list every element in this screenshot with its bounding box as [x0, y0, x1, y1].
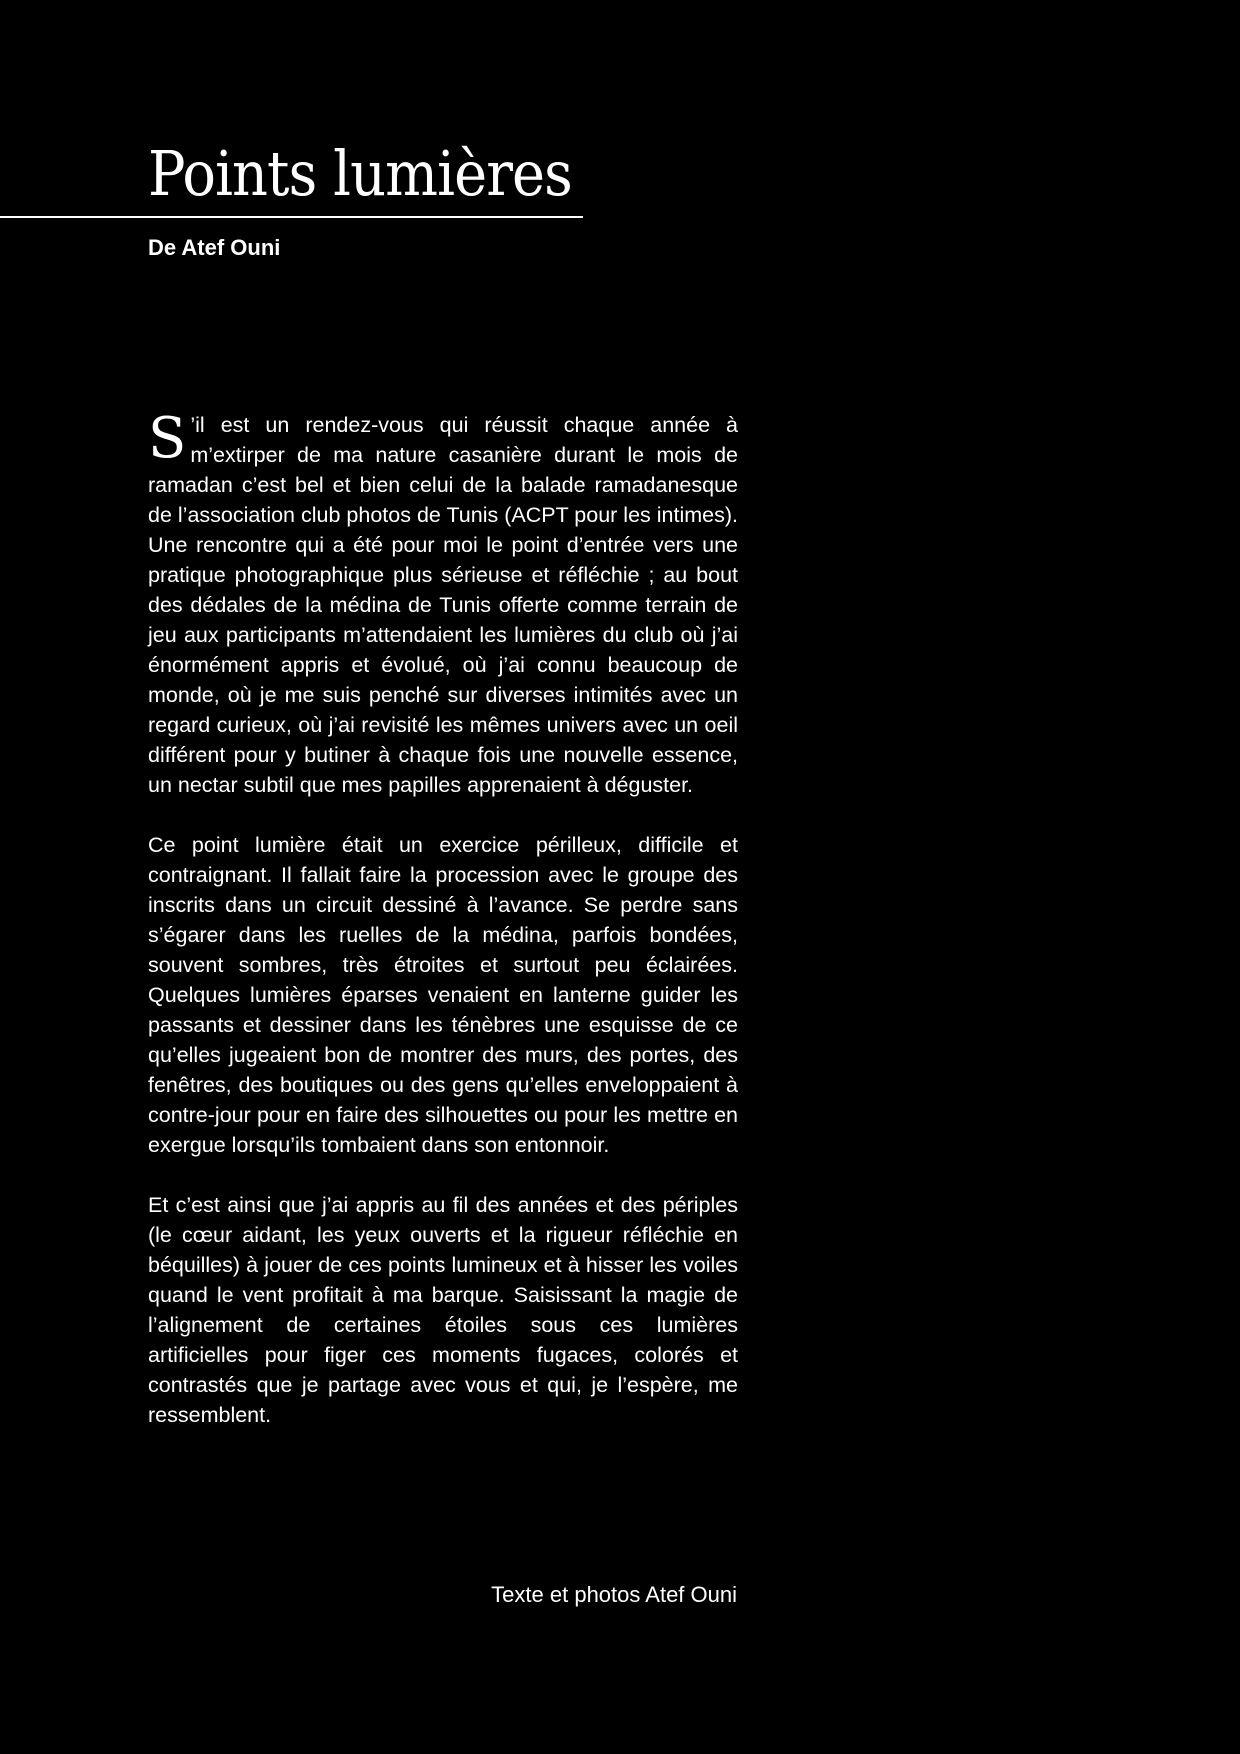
page-title: Points lumières — [148, 137, 572, 210]
article-paragraph — [148, 406, 738, 800]
article-paragraph: Et c’est ainsi que j’ai appris au fil des années et des périples (le cœur aidant, les yeux ouverts et la rigueur réfléchie en béquilles) à jouer de ces points lumineux et à hisser les voiles quand le vent profitait à ma barque. Saisissant la magie de l’alignement de certaines étoiles sous ces lumières artificielles pour figer ces moments fugaces, colorés et contrastés que je partage avec vous et qui, je l’espère, me ressemblent. — [148, 1193, 738, 1427]
article-paragraph: Ce point lumière était un exercice périlleux, difficile et contraignant. Il fallait faire la procession avec le groupe des inscrits dans un circuit dessiné à l’avance. Se perdre sans s’égarer dans les ruelles de la médina, parfois bondées, souvent sombres, très étroites et surtout peu éclairées. Quelques lumières éparses venaient en lanterne guider les passants et dessiner dans les ténèbres une esquisse de ce qu’elles jugeaient bon de montrer des murs, des portes, des fenêtres, des boutiques ou des gens qu’elles enveloppaient à contre-jour pour en faire des silhouettes ou pour les mettre en exergue lorsqu’ils tombaient dans son entonnoir. — [148, 833, 738, 1157]
drop-cap: S — [148, 406, 187, 471]
title-underline — [0, 216, 583, 218]
paragraph-text: ’il est un rendez-vous qui réussit chaque année à m’extirper de ma nature casanière durant le mois de ramadan c’est bel et bien celui de la balade ramadanesque de l’association club photos de Tunis (ACPT pour les intimes). Une rencontre qui a été pour moi le point d’entrée vers une pratique photographique plus sérieuse et réfléchie ; au bout des dédales de la médina de Tunis offerte comme terrain de jeu aux participants m’attendaient les lumières du club où j’ai énormément appris et évolué, où j’ai connu beaucoup de monde, où je me suis penché sur diverses intimités avec un regard curieux, où j’ai revisité les mêmes univers avec un oeil différent pour y butiner à chaque fois une nouvelle essence, un nectar subtil que mes papilles apprenaient à déguster. — [148, 413, 738, 797]
article-body — [148, 406, 738, 1460]
photo-credit: Texte et photos Atef Ouni — [491, 1582, 737, 1607]
author-byline: De Atef Ouni — [148, 235, 281, 260]
